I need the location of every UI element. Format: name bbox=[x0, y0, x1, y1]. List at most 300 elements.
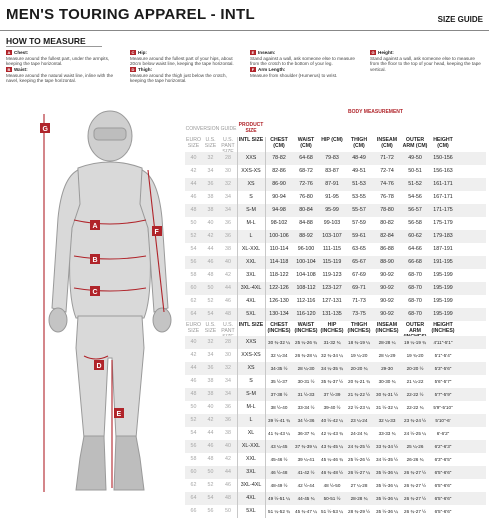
cm-cell: 46 bbox=[190, 194, 197, 200]
in-cell: 51 ¼-52 ¾ bbox=[268, 509, 290, 514]
cm-cell: 110-114 bbox=[269, 246, 289, 252]
cm-cell: 54 bbox=[190, 246, 197, 252]
cm-cell: 3XL bbox=[246, 272, 256, 278]
in-cell: 44-45 ¾ bbox=[297, 496, 315, 501]
in-col-header-6: HIP (INCHES) bbox=[320, 322, 344, 334]
cm-cell: 91-95 bbox=[325, 194, 339, 200]
cm-cell: 90-92 bbox=[380, 298, 394, 304]
cm-col-header-5: WAIST (CM) bbox=[297, 137, 315, 149]
cm-cell: S bbox=[249, 194, 253, 200]
cm-cell: S-M bbox=[246, 207, 256, 213]
in-table-row bbox=[185, 362, 486, 375]
cm-col-header-10: HEIGHT (CM) bbox=[433, 137, 453, 149]
cm-cell: 116-120 bbox=[296, 311, 316, 317]
in-cell: 6'2"-6'3" bbox=[434, 444, 452, 449]
in-cell: 46 ¾-48 ½ bbox=[321, 470, 343, 475]
cm-cell: 88-90 bbox=[380, 259, 394, 265]
cm-cell: 68-70 bbox=[408, 272, 422, 278]
in-table-row bbox=[185, 479, 486, 492]
in-cell: 3XL-4XL bbox=[240, 482, 262, 488]
in-cell: 26 ¾-27 ½ bbox=[404, 496, 426, 501]
in-cell: 24-24 ¾ bbox=[350, 431, 368, 436]
in-cell: 28 ¼-30 bbox=[297, 366, 315, 371]
cm-cell: 56-57 bbox=[408, 207, 422, 213]
in-cell: 34-35 ½ bbox=[270, 366, 288, 371]
in-cell: 38 bbox=[207, 378, 214, 384]
label-d-icon: D bbox=[131, 67, 135, 72]
cm-cell: 46 bbox=[207, 259, 214, 265]
cm-cell: XXL bbox=[245, 259, 256, 265]
in-col-header-0: EURO SIZE bbox=[186, 322, 201, 334]
cm-cell: 88-92 bbox=[299, 233, 313, 239]
in-cell: XL bbox=[247, 430, 255, 436]
cm-col-header-2: U.S. PANT bbox=[221, 137, 235, 149]
in-cell: 46 ½-48 bbox=[270, 470, 288, 475]
cm-cell: 123-127 bbox=[322, 285, 342, 291]
in-cell: 19 ¼-19 ¾ bbox=[404, 340, 426, 345]
in-cell: 54 bbox=[190, 430, 197, 436]
cm-cell: 161-171 bbox=[433, 181, 453, 187]
in-cell: 6'5"-6'6" bbox=[434, 496, 452, 501]
cm-table-row bbox=[185, 165, 486, 178]
in-cell: 24 ¾-25 ½ bbox=[348, 444, 370, 449]
cm-cell: 64 bbox=[190, 311, 197, 317]
cm-cell: 42 bbox=[225, 272, 231, 278]
in-cell: 43 ¾-45 ¼ bbox=[321, 444, 343, 449]
in-cell: 32 ¼-33 bbox=[378, 418, 396, 423]
cm-cell: 112-116 bbox=[296, 298, 316, 304]
in-cell: 5'3"-5'6" bbox=[434, 366, 452, 371]
cm-cell: 175-179 bbox=[433, 220, 453, 226]
in-cell: 20-20 ½ bbox=[406, 366, 424, 371]
cm-cell: 72-76 bbox=[299, 181, 313, 187]
cm-cell: 48 bbox=[190, 207, 197, 213]
in-cell: 36-37 ¾ bbox=[297, 431, 315, 436]
cm-cell: 66-68 bbox=[408, 259, 422, 265]
cm-cell: 99-103 bbox=[323, 220, 341, 226]
cm-cell: 191-195 bbox=[433, 259, 453, 265]
in-cell: 5'9"-5'10" bbox=[433, 405, 453, 410]
in-cell: 18 ¾-19 ¼ bbox=[348, 340, 370, 345]
in-cell: 6'5"-6'6" bbox=[434, 470, 452, 475]
in-cell: 19 ¾-20 bbox=[406, 353, 424, 358]
cm-cell: 167-171 bbox=[433, 194, 453, 200]
in-cell: 19 ¼-20 bbox=[350, 353, 368, 358]
in-table-row bbox=[185, 505, 486, 518]
size-guide-label: SIZE GUIDE bbox=[437, 15, 483, 24]
in-cell: 26-26 ¾ bbox=[406, 457, 424, 462]
cm-cell: 65-67 bbox=[352, 259, 366, 265]
cm-cell: 90-94 bbox=[272, 194, 286, 200]
cm-cell: 34 bbox=[207, 168, 214, 174]
in-cell: 39 ¼-41 bbox=[297, 457, 315, 462]
in-cell: 60 bbox=[190, 469, 197, 475]
cm-col-header-0: EURO SIZE bbox=[186, 137, 201, 149]
in-cell: 44 bbox=[207, 430, 214, 436]
cm-cell: 111-115 bbox=[322, 246, 342, 252]
in-cell: 5'7"-5'9" bbox=[434, 392, 452, 397]
cm-cell: 40 bbox=[225, 259, 231, 265]
in-cell: 27 ¼-28 bbox=[350, 483, 368, 488]
cm-col-header-7: THIGH (CM) bbox=[350, 137, 368, 149]
cm-cell: 72-74 bbox=[380, 168, 394, 174]
in-table-row bbox=[185, 466, 486, 479]
cm-cell: 64-66 bbox=[408, 246, 422, 252]
in-cell: 5'6"-5'7" bbox=[434, 379, 452, 384]
in-table-row bbox=[185, 453, 486, 466]
in-cell: 28-28 ¾ bbox=[350, 496, 368, 501]
in-cell: 34 bbox=[207, 352, 214, 358]
in-cell: 49 ½-51 ¼ bbox=[268, 496, 290, 501]
figure-label-c: C bbox=[92, 289, 98, 296]
in-cell: 20 ¾-21 ¾ bbox=[348, 379, 370, 384]
cm-cell: XL-XXL bbox=[241, 246, 261, 252]
cm-cell: 79-83 bbox=[325, 155, 339, 161]
figure-label-a: A bbox=[92, 223, 98, 230]
in-table-row bbox=[185, 492, 486, 505]
cm-cell: 95-99 bbox=[325, 207, 339, 213]
in-cell: 39 ½-41 ¾ bbox=[268, 418, 290, 423]
def-waist: B Waist: Measure around the natural waist line, inline with the navel, keeping the tape horizontal. bbox=[6, 67, 113, 84]
cm-cell: 86-90 bbox=[272, 181, 286, 187]
in-cell: 35 ¾-37 ½ bbox=[321, 379, 343, 384]
cm-cell: 51-52 bbox=[408, 181, 422, 187]
in-cell: 43 ¼-45 bbox=[270, 444, 288, 449]
in-cell: 29-30 bbox=[381, 366, 393, 371]
def-inseam: E Inseam: Stand against a wall, ask someone else to measure from the crotch to the bottom of your leg. bbox=[250, 50, 355, 67]
in-cell: 34 bbox=[225, 391, 231, 397]
in-cell: 54 bbox=[207, 495, 214, 501]
in-cell: 23 ¾-24 ½ bbox=[404, 418, 426, 423]
cm-cell: 62 bbox=[190, 298, 197, 304]
cm-cell: 76-80 bbox=[299, 194, 313, 200]
cm-table-row bbox=[185, 230, 486, 243]
cm-cell: 156-163 bbox=[433, 168, 453, 174]
cm-cell: 115-119 bbox=[322, 259, 342, 265]
cm-table-row bbox=[185, 191, 486, 204]
cm-cell: 57-59 bbox=[352, 220, 366, 226]
in-cell: 40 bbox=[190, 339, 197, 345]
cm-cell: 195-199 bbox=[433, 285, 453, 291]
in-cell: 26 ¾-28 ¼ bbox=[295, 353, 317, 358]
in-cell: 22-22 ½ bbox=[406, 392, 424, 397]
in-cell: 40 bbox=[225, 443, 231, 449]
cm-cell: 38 bbox=[207, 207, 214, 213]
cm-cell: 68-70 bbox=[408, 298, 422, 304]
in-table-row bbox=[185, 349, 486, 362]
in-cell: 5'10"-6' bbox=[435, 418, 451, 423]
in-cell: 38 ½-40 bbox=[270, 405, 288, 410]
cm-cell: 34 bbox=[225, 194, 231, 200]
in-cell: S bbox=[249, 378, 253, 384]
cm-cell: 82-86 bbox=[272, 168, 286, 174]
in-cell: 28 ¼-29 bbox=[378, 353, 396, 358]
in-cell: 42 ¼-43 ¾ bbox=[321, 431, 343, 436]
in-table-row bbox=[185, 427, 486, 440]
in-cell: XL-XXL bbox=[241, 443, 261, 449]
in-cell: 64 bbox=[190, 495, 197, 501]
cm-cell: 90-92 bbox=[380, 285, 394, 291]
in-cell: 30-31 ½ bbox=[297, 379, 315, 384]
in-table-row bbox=[185, 414, 486, 427]
in-cell: 48 bbox=[207, 456, 214, 462]
cm-cell: 179-183 bbox=[433, 233, 453, 239]
in-table-row bbox=[185, 336, 486, 349]
cm-cell: 32 bbox=[207, 155, 214, 161]
cm-cell: 49-50 bbox=[408, 155, 422, 161]
in-col-header-10: HEIGHT (INCHES) bbox=[431, 322, 455, 334]
in-cell: 31 ½-32 ¼ bbox=[376, 405, 398, 410]
cm-cell: 63-65 bbox=[352, 246, 366, 252]
cm-cell: 67-69 bbox=[352, 272, 366, 278]
cm-cell: 49-51 bbox=[352, 168, 366, 174]
in-cell: 42 bbox=[207, 417, 214, 423]
cm-cell: 42 bbox=[190, 168, 197, 174]
in-cell: 30 ¾-32 ¼ bbox=[268, 340, 290, 345]
cm-cell: 52 bbox=[207, 298, 214, 304]
figure-label-d: D bbox=[96, 363, 102, 370]
cm-cell: 76-78 bbox=[380, 194, 394, 200]
in-cell: 48 bbox=[225, 495, 231, 501]
cm-table-row bbox=[185, 204, 486, 217]
cm-cell: 56-58 bbox=[408, 220, 422, 226]
in-cell: 35 ½-36 ¼ bbox=[376, 509, 398, 514]
in-cell: XXS bbox=[245, 339, 257, 345]
cm-cell: 52 bbox=[190, 233, 197, 239]
def-chest: A Chest: Measure around the fullest part, under the armpits, keeping the tape horizontal. bbox=[6, 50, 110, 67]
cm-cell: 44 bbox=[207, 246, 214, 252]
figure-label-g: G bbox=[42, 126, 48, 133]
in-cell: 35 ½-36 ¼ bbox=[376, 470, 398, 475]
cm-cell: 60-62 bbox=[408, 233, 422, 239]
in-cell: 46 bbox=[225, 482, 231, 488]
cm-cell: 36 bbox=[225, 233, 231, 239]
cm-cell: 38 bbox=[207, 194, 214, 200]
how-to-measure-heading: HOW TO MEASURE bbox=[6, 36, 86, 46]
cm-col-header-1: U.S. SIZE bbox=[204, 137, 217, 149]
cm-cell: 53-55 bbox=[352, 194, 366, 200]
in-cell: 45 ¼-46 ¾ bbox=[321, 457, 343, 462]
in-cell: 36 bbox=[225, 404, 231, 410]
cm-cell: 126-130 bbox=[269, 298, 289, 304]
cm-col-header-4: CHEST (CM) bbox=[270, 137, 288, 149]
in-cell: 56 bbox=[190, 443, 197, 449]
cm-cell: 42 bbox=[207, 233, 214, 239]
in-cell: 41 ¾-43 ¼ bbox=[268, 431, 290, 436]
in-cell: 42 ½-44 bbox=[297, 483, 315, 488]
in-cell: 38 bbox=[225, 430, 231, 436]
def-arm-length: F Arm Length: Measure from shoulder (Humerus) to wrist. bbox=[250, 67, 338, 78]
in-cell: 22-22 ¾ bbox=[406, 405, 424, 410]
in-cell: 56 bbox=[207, 508, 214, 514]
cm-cell: 32 bbox=[225, 181, 231, 187]
label-f-icon: F bbox=[251, 67, 255, 72]
product-size-header: PRODUCT SIZE bbox=[238, 122, 264, 134]
in-cell: 21 ¾-22 ½ bbox=[348, 392, 370, 397]
cm-cell: 68-70 bbox=[408, 311, 422, 317]
body-measurement-header: BODY MEASUREMENT bbox=[348, 109, 403, 115]
in-cell: 30-30 ¾ bbox=[378, 379, 396, 384]
in-cell: 45-46 ½ bbox=[270, 457, 288, 462]
in-cell: 32 bbox=[207, 339, 214, 345]
cm-cell: 100-106 bbox=[269, 233, 289, 239]
cm-cell: 98-102 bbox=[270, 220, 288, 226]
in-cell: 50-51 ½ bbox=[323, 496, 341, 501]
cm-cell: 69-71 bbox=[352, 285, 366, 291]
def-thigh: D Thigh: Measure around the thigh just below the crotch, keeping the tape horizontal. bbox=[130, 67, 227, 84]
cm-cell: 87-91 bbox=[325, 181, 339, 187]
cm-cell: 127-131 bbox=[322, 298, 342, 304]
cm-cell: 60 bbox=[190, 285, 197, 291]
figure-label-f: F bbox=[154, 229, 159, 236]
in-cell: 26 ¾-27 ½ bbox=[404, 470, 426, 475]
in-cell: 6'3"-6'5" bbox=[434, 457, 452, 462]
cm-cell: 195-199 bbox=[433, 272, 453, 278]
cm-cell: 48 bbox=[207, 272, 214, 278]
in-cell: 26 ¾-27 ½ bbox=[404, 483, 426, 488]
cm-table-row bbox=[185, 243, 486, 256]
in-cell: 33-34 ½ bbox=[297, 405, 315, 410]
label-g-icon: G bbox=[371, 50, 375, 55]
cm-cell: 100-104 bbox=[296, 259, 316, 265]
in-cell: 28 ¾-29 ½ bbox=[348, 509, 370, 514]
cm-cell: 82-84 bbox=[380, 233, 394, 239]
figure-label-b: B bbox=[92, 257, 98, 264]
cm-cell: 84-88 bbox=[299, 220, 313, 226]
in-cell: 48 ½-50 bbox=[323, 483, 341, 488]
in-cell: 44 bbox=[190, 365, 197, 371]
cm-cell: 40 bbox=[190, 155, 197, 161]
cm-cell: 73-75 bbox=[352, 311, 366, 317]
cm-cell: 48 bbox=[225, 311, 231, 317]
in-cell: XXL bbox=[245, 456, 256, 462]
in-col-header-2: U.S. PANT bbox=[221, 322, 235, 334]
in-cell: XS bbox=[247, 365, 255, 371]
cm-cell: 46 bbox=[225, 298, 231, 304]
in-cell: 23 ¼-24 bbox=[350, 418, 368, 423]
cm-col-header-9: OUTER ARM (CM) bbox=[402, 137, 428, 149]
in-cell: 52 bbox=[207, 482, 214, 488]
in-cell: 48 bbox=[190, 391, 197, 397]
in-cell: 37-38 ½ bbox=[270, 392, 288, 397]
in-cell: 22 ½-23 ¼ bbox=[348, 405, 370, 410]
in-cell: 32 bbox=[225, 365, 231, 371]
cm-table-row bbox=[185, 152, 486, 165]
in-cell: 30 bbox=[225, 352, 231, 358]
in-cell: 35 ½-36 ¼ bbox=[376, 496, 398, 501]
in-cell: M-L bbox=[246, 404, 256, 410]
in-cell: 37 ¾-39 ¼ bbox=[295, 444, 317, 449]
in-cell: 51 ½-53 ¼ bbox=[321, 509, 343, 514]
cm-cell: 51-53 bbox=[352, 181, 366, 187]
in-cell: 50 bbox=[225, 508, 231, 514]
header-divider bbox=[0, 30, 489, 31]
in-table-row bbox=[185, 401, 486, 414]
cm-cell: 90-92 bbox=[380, 272, 394, 278]
def-height: G Height: Stand against a wall, ask someone else to measure from the floor to the top of your head, keeping the tape vertical. bbox=[370, 50, 481, 72]
cm-cell: 71-73 bbox=[352, 298, 366, 304]
cm-cell: 50-51 bbox=[408, 168, 422, 174]
cm-col-header-8: INSEAM (CM) bbox=[376, 137, 398, 149]
cm-cell: 50 bbox=[207, 285, 214, 291]
cm-cell: 3XL-4XL bbox=[240, 285, 262, 291]
in-table-row bbox=[185, 440, 486, 453]
conversion-guide-header: CONVERSION GUIDE bbox=[185, 126, 237, 132]
in-cell: 33 ¾-34 ½ bbox=[376, 444, 398, 449]
in-cell: 40 ½-42 ¼ bbox=[321, 418, 343, 423]
cm-cell: 122-126 bbox=[269, 285, 289, 291]
table-divider bbox=[237, 137, 238, 518]
cm-cell: 80-84 bbox=[299, 207, 313, 213]
cm-cell: 130-134 bbox=[269, 311, 289, 317]
cm-table-row bbox=[185, 282, 486, 295]
in-cell: 38 bbox=[207, 391, 214, 397]
in-cell: 42 bbox=[190, 352, 197, 358]
in-cell: 41-42 ½ bbox=[297, 470, 315, 475]
cm-cell: 195-199 bbox=[433, 311, 453, 317]
cm-cell: 187-191 bbox=[433, 246, 453, 252]
in-cell: 6'5"-6'6" bbox=[434, 483, 452, 488]
in-cell: 34 ¼-35 ¾ bbox=[321, 366, 343, 371]
in-cell: 48-49 ½ bbox=[270, 483, 288, 488]
cm-cell: 64-68 bbox=[299, 155, 313, 161]
label-a-icon: A bbox=[7, 50, 11, 55]
in-cell: 5XL bbox=[246, 508, 256, 514]
cm-cell: 104-108 bbox=[296, 272, 316, 278]
cm-cell: 55-57 bbox=[352, 207, 366, 213]
cm-cell: L bbox=[249, 233, 253, 239]
cm-cell: M-L bbox=[246, 220, 256, 226]
in-cell: 39-40 ½ bbox=[323, 405, 341, 410]
in-col-header-5: WAIST (INCHES) bbox=[294, 322, 318, 334]
cm-cell: 30 bbox=[225, 168, 231, 174]
page-title: MEN'S TOURING APPAREL - INTL bbox=[6, 6, 255, 23]
cm-cell: 44 bbox=[225, 285, 231, 291]
in-cell: 66 bbox=[190, 508, 197, 514]
cm-cell: 5XL bbox=[246, 311, 256, 317]
rider-figure-illustration bbox=[40, 108, 180, 496]
cm-cell: 54-56 bbox=[408, 194, 422, 200]
cm-table-row bbox=[185, 256, 486, 269]
in-col-header-4: CHEST (INCHES) bbox=[267, 322, 291, 334]
in-cell: 50 bbox=[207, 469, 214, 475]
cm-cell: 131-135 bbox=[322, 311, 342, 317]
in-cell: 34 ½-36 bbox=[297, 418, 315, 423]
cm-table-row bbox=[185, 269, 486, 282]
in-cell: 4'11"-5'1" bbox=[433, 340, 453, 345]
in-cell: 26 ¾-27 ½ bbox=[404, 509, 426, 514]
in-cell: 46 bbox=[190, 378, 197, 384]
in-cell: 25 ½-26 ½ bbox=[348, 457, 370, 462]
cm-cell: 108-112 bbox=[296, 285, 316, 291]
in-cell: 21 ¼-22 bbox=[406, 379, 424, 384]
cm-cell: 4XL bbox=[246, 298, 256, 304]
cm-cell: 94-98 bbox=[272, 207, 286, 213]
cm-cell: 54 bbox=[207, 311, 214, 317]
in-table-row bbox=[185, 388, 486, 401]
in-cell: 50 bbox=[190, 404, 197, 410]
cm-cell: 150-156 bbox=[433, 155, 453, 161]
in-cell: L bbox=[249, 417, 253, 423]
cm-cell: 36 bbox=[207, 181, 214, 187]
in-cell: 36 bbox=[225, 417, 231, 423]
in-cell: 31 ½-33 bbox=[297, 392, 315, 397]
in-cell: S-M bbox=[246, 391, 256, 397]
label-b-icon: B bbox=[7, 67, 11, 72]
cm-cell: 78-80 bbox=[380, 207, 394, 213]
cm-cell: 71-72 bbox=[380, 155, 394, 161]
in-cell: 6'-6'2" bbox=[436, 431, 450, 436]
